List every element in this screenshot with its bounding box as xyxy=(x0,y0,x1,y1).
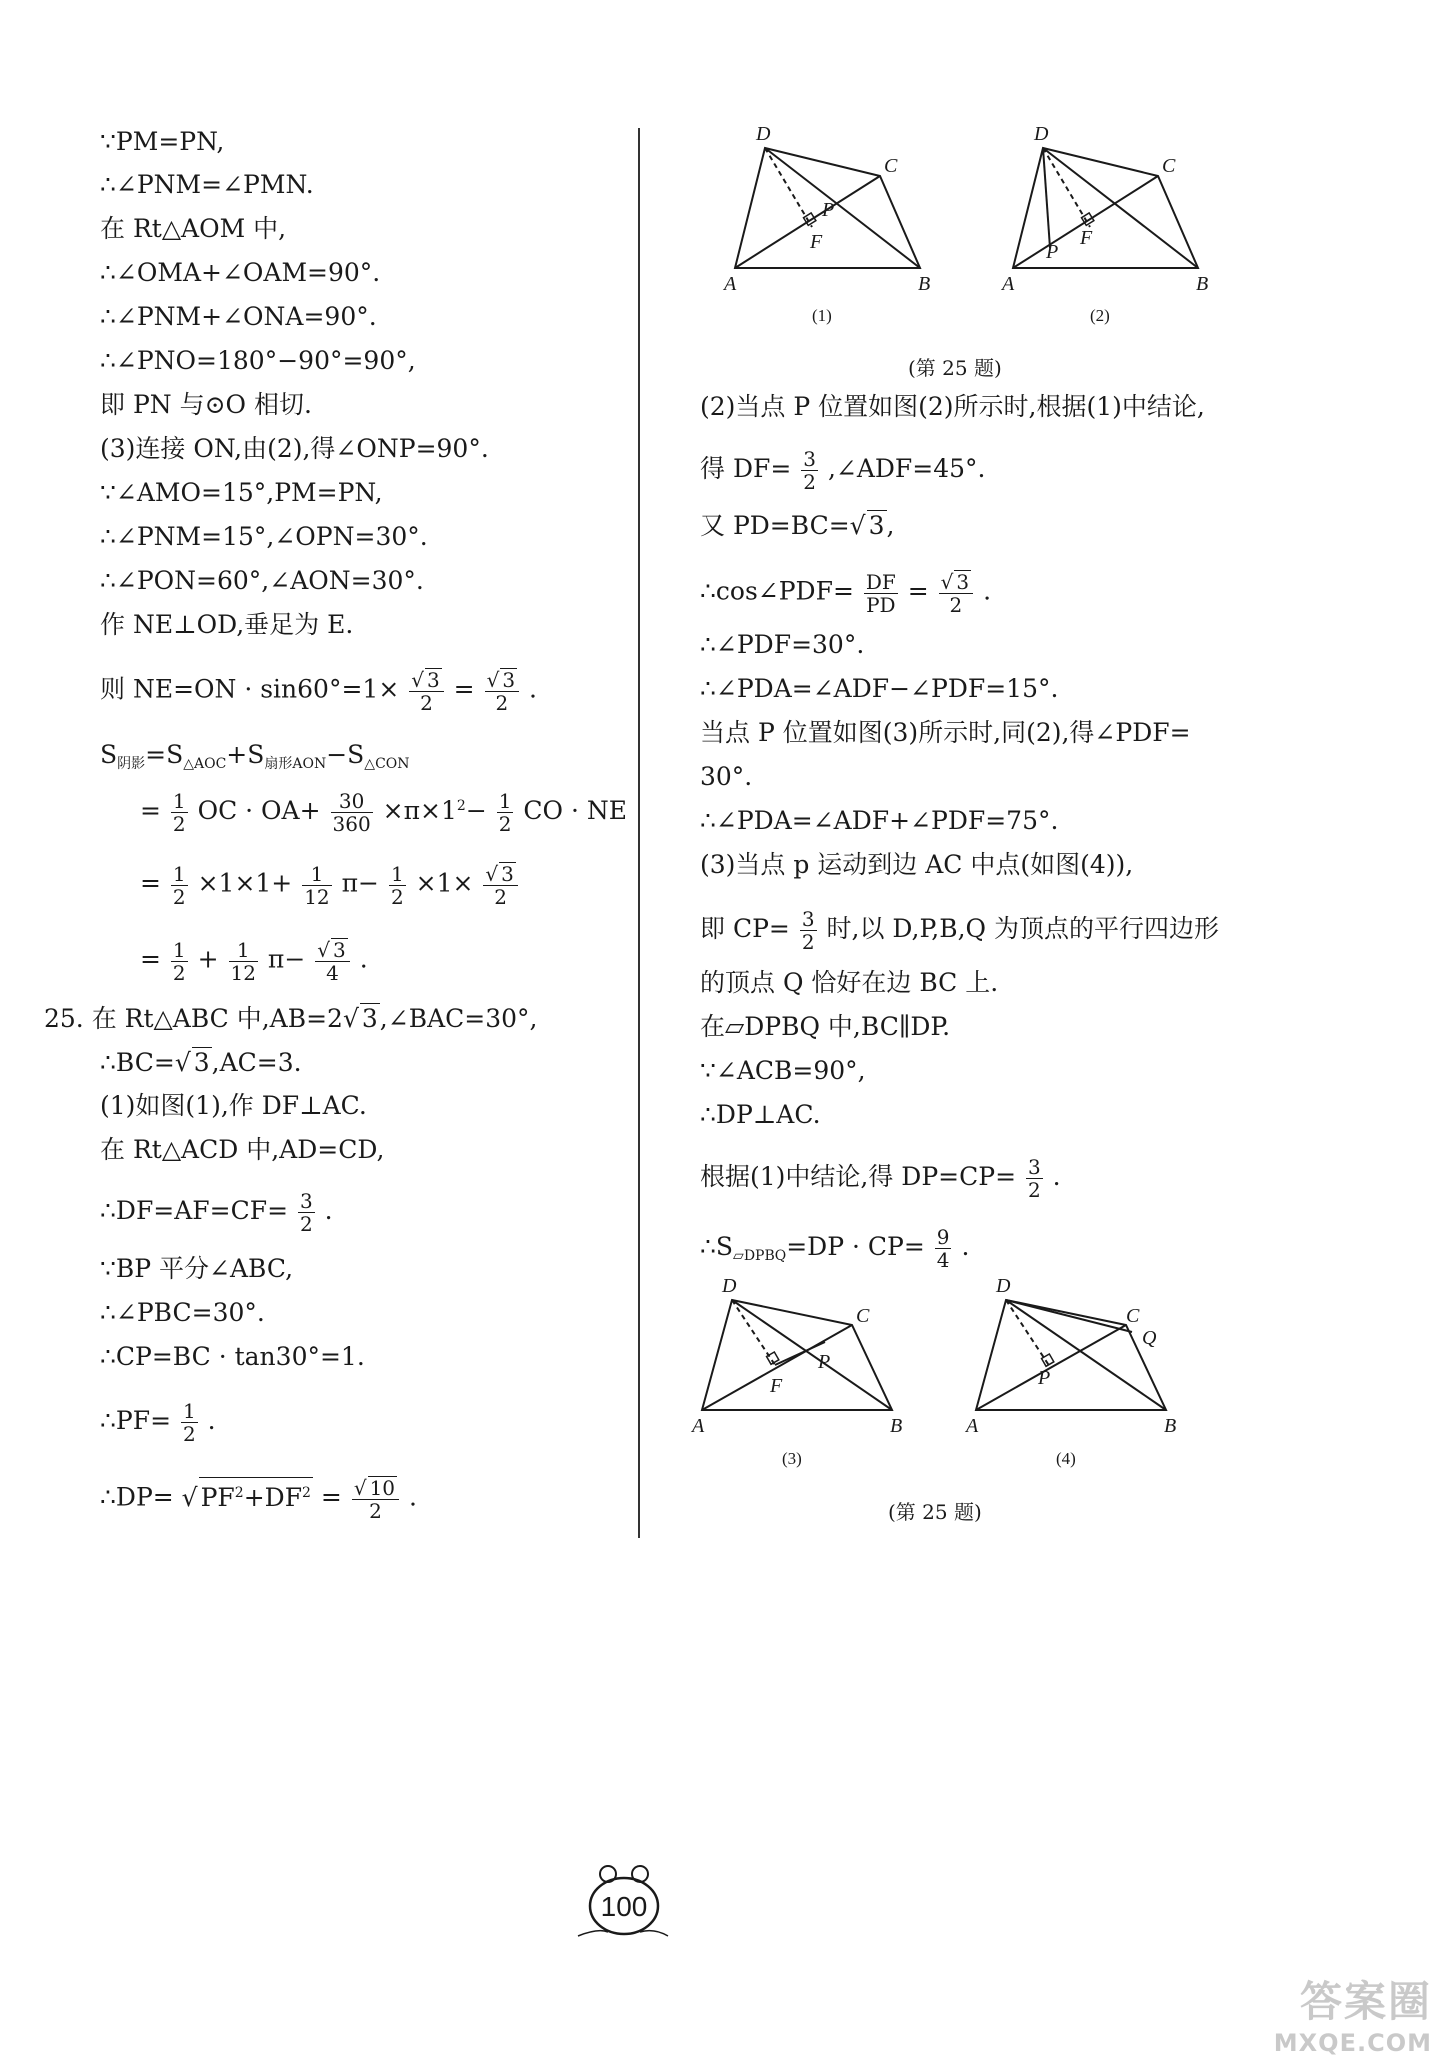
label-B: B xyxy=(918,273,931,295)
line: 在▱DPBQ 中,BC∥DP. xyxy=(700,1012,951,1041)
problem-number: 25. xyxy=(44,1004,84,1033)
svg-text:P: P xyxy=(818,1351,831,1373)
caption-3: (3) xyxy=(782,1449,802,1468)
formula-line: ∴DP= √ $PF^2+DF^2$ = $\frac{√ 10}{2}$ . xyxy=(100,1476,417,1523)
column-divider xyxy=(638,128,640,1538)
line: 作 NE⊥OD,垂足为 E. xyxy=(100,610,354,639)
line: 的顶点 Q 恰好在边 BC 上. xyxy=(700,968,999,997)
line: ∴∠PBC=30°. xyxy=(100,1298,265,1327)
caption-1: (1) xyxy=(812,306,832,325)
formula-line: 根据(1)中结论,得 DP=CP= $\frac{3}{2}$ . xyxy=(700,1155,1061,1202)
watermark: 答案圈 MXQE.COM xyxy=(1273,1977,1432,2057)
line: ∴∠PDA=∠ADF−∠PDF=15°. xyxy=(700,674,1059,703)
svg-text:D: D xyxy=(996,1275,1011,1297)
line: ∴∠PDF=30°. xyxy=(700,630,865,659)
page-number: 100 xyxy=(600,1891,648,1922)
line: ∴BC=√ 3,AC=3. xyxy=(100,1048,302,1077)
fraction: $\frac{√ 3}{2}$ xyxy=(485,668,519,714)
formula-line: 即 CP= $\frac{3}{2}$ 时,以 D,P,B,Q 为顶点的平行四边形 xyxy=(700,907,1219,954)
line: (3)连接 ON,由(2),得∠ONP=90°. xyxy=(100,434,489,463)
line: (2)当点 P 位置如图(2)所示时,根据(1)中结论, xyxy=(700,392,1205,421)
line: 30°. xyxy=(700,762,753,791)
svg-text:A: A xyxy=(966,1415,979,1437)
label-A: A xyxy=(1002,273,1015,295)
line: 又 PD=BC=√ 3, xyxy=(700,511,895,540)
formula-line: ∴PF= $\frac{1}{2}$ . xyxy=(100,1399,216,1446)
label-F: F xyxy=(1080,227,1093,249)
label-F: F xyxy=(810,231,823,253)
formula-line: = $\frac{1}{2}$ ×1×1+ $\frac{1}{12}$ π− $\frac{1}{2}$ ×1× $\frac{√ 3}{2}$ xyxy=(140,862,520,908)
line: 当点 P 位置如图(3)所示时,同(2),得∠PDF= xyxy=(700,718,1191,747)
line: (1)如图(1),作 DF⊥AC. xyxy=(100,1091,367,1120)
line: 在 Rt△AOM 中, xyxy=(100,214,287,243)
text: . xyxy=(529,674,537,704)
svg-text:Q: Q xyxy=(1142,1327,1157,1349)
svg-text:A: A xyxy=(692,1415,705,1437)
line: ∴∠PDA=∠ADF+∠PDF=75°. xyxy=(700,806,1059,835)
problem-25-line: 25. 在 Rt△ABC 中,AB=2√ 3,∠BAC=30°, xyxy=(44,1004,538,1033)
line: ∴∠PNM+∠ONA=90°. xyxy=(100,302,377,331)
formula-line: = $\frac{1}{2}$ OC · OA+ $\frac{30}{360}$ $\times\pi\times 1^2-$ $\frac{1}{2}$ CO · NE xyxy=(140,789,627,836)
svg-text:C: C xyxy=(1126,1305,1140,1327)
diagonal-2 xyxy=(735,176,880,268)
formula-line: ∴cos∠PDF= $\frac{DF}{PD}$ = $\frac{√ 3}{2}$ . xyxy=(700,569,992,617)
line: 即 PN 与⊙O 相切. xyxy=(100,390,312,419)
svg-text:F: F xyxy=(770,1375,783,1397)
line: ∴∠PNM=15°,∠OPN=30°. xyxy=(100,522,428,551)
perp-dashed xyxy=(765,148,812,227)
line: ∵∠AMO=15°,PM=PN, xyxy=(100,478,383,507)
svg-text:B: B xyxy=(1164,1415,1177,1437)
line: ∵BP 平分∠ABC, xyxy=(100,1254,294,1283)
line: ∵∠ACB=90°, xyxy=(700,1056,866,1085)
formula-line: = $\frac{1}{2}$ + $\frac{1}{12}$ π− $\frac{√ 3}{4}$ . xyxy=(140,937,368,985)
fraction: $\frac{√ 3}{2}$ xyxy=(409,668,443,714)
line: 在 Rt△ACD 中,AD=CD, xyxy=(100,1135,385,1164)
line: ∵PM=PN, xyxy=(100,127,225,156)
line: ∴∠PNO=180°−90°=90°, xyxy=(100,346,416,375)
area-formula: $S_{阴影}=S_{\triangle AOC}+S_{扇形AON}-S_{\triangle CON}$ xyxy=(100,740,410,772)
label-B: B xyxy=(1196,273,1209,295)
line: ∴DP⊥AC. xyxy=(700,1100,821,1129)
label-C: C xyxy=(884,155,898,177)
caption-4: (4) xyxy=(1056,1449,1076,1468)
svg-text:P: P xyxy=(1038,1367,1051,1389)
svg-text:D: D xyxy=(722,1275,737,1297)
page-number-badge xyxy=(568,1858,678,1948)
line: ∴CP=BC · tan30°=1. xyxy=(100,1342,365,1371)
svg-text:C: C xyxy=(856,1305,870,1327)
figure-top xyxy=(700,118,1260,338)
label-C: C xyxy=(1162,155,1176,177)
svg-text:B: B xyxy=(890,1415,903,1437)
formula-line: 得 DF= $\frac{3}{2}$ ,∠ADF=45°. xyxy=(700,447,986,494)
formula-line xyxy=(100,668,537,714)
text: 则 NE=ON · sin60°=1× xyxy=(100,674,400,704)
formula-line: ∴DF=AF=CF= $\frac{3}{2}$ . xyxy=(100,1189,333,1236)
line: ∴∠OMA+∠OAM=90°. xyxy=(100,258,381,287)
label-D: D xyxy=(1034,123,1049,145)
figure-caption: (第 25 题) xyxy=(908,356,1002,380)
caption-2: (2) xyxy=(1090,306,1110,325)
label-A: A xyxy=(724,273,737,295)
figure-caption: (第 25 题) xyxy=(888,1500,982,1524)
label-P: P xyxy=(1046,241,1059,263)
formula-line: $\therefore S_{▱DPBQ}=DP \cdot CP=$ $\frac{9}{4}$ . xyxy=(700,1225,970,1272)
figure-bottom xyxy=(690,1270,1230,1480)
text: = xyxy=(453,674,475,704)
label-D: D xyxy=(756,123,771,145)
line: (3)当点 p 运动到边 AC 中点(如图(4)), xyxy=(700,850,1134,879)
line: ∴∠PON=60°,∠AON=30°. xyxy=(100,566,424,595)
line: ∴∠PNM=∠PMN. xyxy=(100,170,314,199)
label-P: P xyxy=(822,199,835,221)
